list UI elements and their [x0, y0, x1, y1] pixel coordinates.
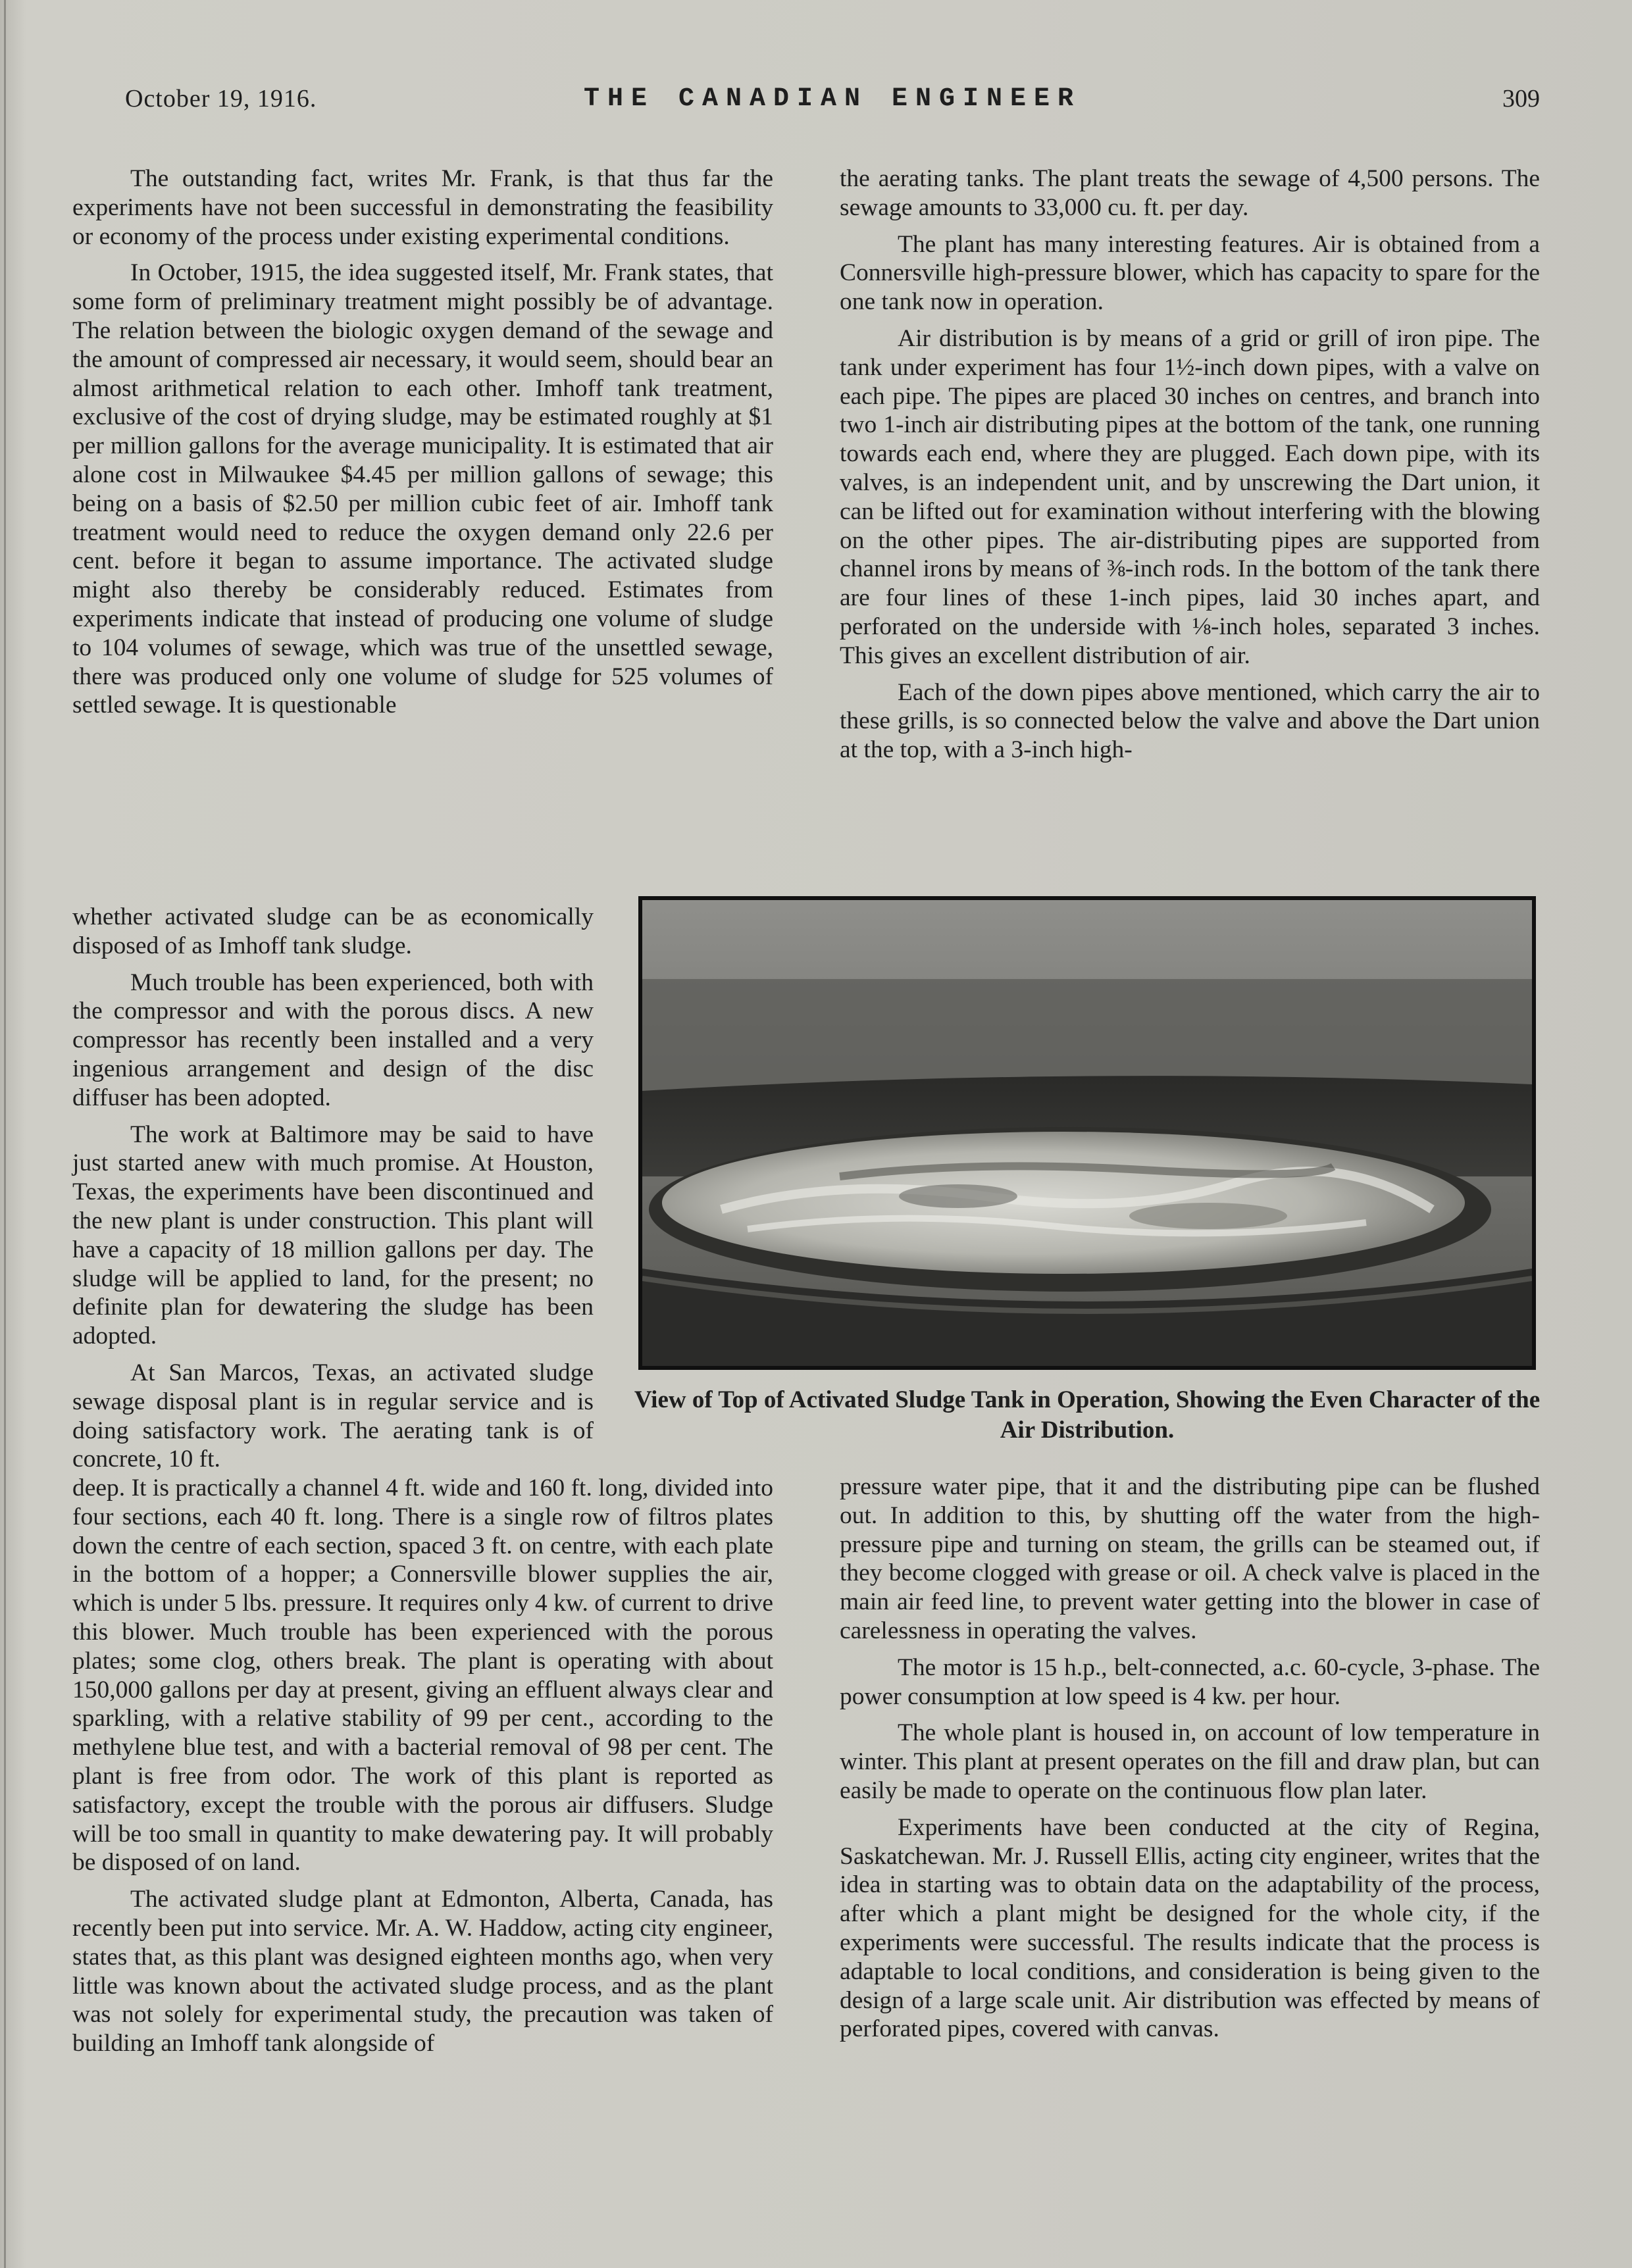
paragraph: pressure water pipe, that it and the distributing pipe can be flushed out. In addition to this, by shutting off the water from the high-pressure pipe and turning on steam, the grills can be steamed out, if they become clogged with grease or oil. A check valve is placed in the main air feed line, to prevent water getting into the blower in case of carelessness in operating the valves.	[840, 1473, 1540, 1644]
issue-date: October 19, 1916.	[125, 85, 317, 113]
paragraph: In October, 1915, the idea suggested itself, Mr. Frank states, that some form of preliminary treatment might possibly be of advantage. The relation between the biologic oxygen demand of the sewage and the amount of compressed air necessary, it would seem, should bear an almost arithmetical relation to each other. Imhoff tank treatment, exclusive of the cost of drying sludge, may be estimated roughly at $1 per million gallons for the average municipality. It is estimated that air alone cost in Milwaukee $4.45 per million gallons of sewage; this being on a basis of $2.50 per million cubic feet of air. Imhoff tank treatment would need to reduce the oxygen demand only 22.6 per cent. before it began to assume importance. The activated sludge might also thereby be considerably reduced. Estimates from experiments indicate that instead of producing one volume of sludge to 104 volumes of sewage, which was true of the unsettled sewage, there was produced only one volume of sludge for 525 volumes of settled sewage. It is questionable	[72, 259, 773, 719]
tank-photograph	[638, 896, 1536, 1370]
right-column-bottom	[840, 1473, 1540, 2052]
paragraph: Experiments have been conducted at the city of Regina, Saskatchewan. Mr. J. Russell Ellis, acting city engineer, writes that the idea in starting was to obtain data on the adaptability of the process, after which a plant might be designed for the whole city, if the experiments were successful. The results indicate that the process is adaptable to local conditions, and consideration is being given to the design of a large scale unit. Air distribution was effected by means of perforated pipes, covered with canvas.	[840, 1813, 1540, 2043]
paragraph: At San Marcos, Texas, an activated sludge sewage disposal plant is in regular service and is doing satisfactory work. The aerating tank is of concrete, 10 ft.	[72, 1359, 594, 1473]
right-column-top	[840, 164, 1540, 772]
page-number: 309	[1502, 85, 1540, 113]
left-column-top	[72, 164, 773, 728]
paragraph: The whole plant is housed in, on account of low temperature in winter. This plant at present operates on the fill and draw plan, but can easily be made to operate on the continuous flow plan later.	[840, 1719, 1540, 1804]
paragraph: Air distribution is by means of a grid or grill of iron pipe. The tank under experiment has four 1½-inch down pipes, with a valve on each pipe. The pipes are placed 30 inches on centres, and branch into two 1-inch air distributing pipes at the bottom of the tank, one running towards each end, where they are plugged. Each down pipe, with its valves, is an independent unit, and by unscrewing the Dart union, it can be lifted out for examination without interfering with the blowing on the other pipes. The air-distributing pipes are supported from channel irons by means of ⅜-inch rods. In the bottom of the tank there are four lines of these 1-inch pipes, laid 30 inches apart, and perforated on the underside with ⅛-inch holes, separated 3 inches. This gives an excellent distribution of air.	[840, 324, 1540, 669]
journal-title: THE CANADIAN ENGINEER	[583, 84, 1082, 114]
left-column-narrow	[72, 903, 594, 1482]
paragraph: deep. It is practically a channel 4 ft. wide and 160 ft. long, divided into four sections, each 40 ft. long. There is a single row of filtros plates down the centre of each section, spaced 3 ft. on centre, with each plate in the bottom of a hopper; a Connersville blower supplies the air, which is under 5 lbs. pressure. It requires only 4 kw. of current to drive this blower. Much trouble has been experienced with the porous plates; some clog, others break. The plant is operating with about 150,000 gallons per day at present, giving an effluent always clear and sparkling, with a relative stability of 99 per cent., according to the methylene blue test, and with a bacterial removal of 98 per cent. The plant is free from odor. The work of this plant is reported as satisfactory, except the trouble with the porous air diffusers. Sludge will be too small in quantity to make dewatering pay. It will probably be disposed of on land.	[72, 1474, 774, 1877]
paragraph: The work at Baltimore may be said to have just started anew with much promise. At Houston, Texas, the experiments have been discontinued and the new plant is under construction. This plant will have a capacity of 18 million gallons per day. The sludge will be applied to land, for the present; no definite plan for dewatering the sludge has been adopted.	[72, 1121, 594, 1350]
paragraph: The plant has many interesting features. Air is obtained from a Connersville high-pressure blower, which has capacity to spare for the one tank now in operation.	[840, 230, 1540, 316]
paragraph: The motor is 15 h.p., belt-connected, a.c. 60-cycle, 3-phase. The power consumption at low speed is 4 kw. per hour.	[840, 1653, 1540, 1710]
paragraph: Each of the down pipes above mentioned, which carry the air to these grills, is so connected below the valve and above the Dart union at the top, with a 3-inch high-	[840, 678, 1540, 764]
page-header	[125, 84, 1540, 124]
paragraph: whether activated sludge can be as economically disposed of as Imhoff tank sludge.	[72, 903, 594, 959]
figure-caption: View of Top of Activated Sludge Tank in Operation, Showing the Even Character of the Air Distribution.	[634, 1386, 1541, 1444]
left-column-bottom	[72, 1474, 773, 2066]
paragraph: The outstanding fact, writes Mr. Frank, is that thus far the experiments have not been successful in demonstrating the feasibility or economy of the process under existing experimental conditions.	[72, 165, 773, 250]
paragraph: Much trouble has been experienced, both with the compressor and with the porous discs. A new compressor has recently been installed and a very ingenious arrangement and design of the disc diffuser has been adopted.	[72, 969, 594, 1111]
binding-edge	[4, 0, 6, 2268]
sludge-tank-photo	[642, 900, 1532, 1366]
paragraph: The activated sludge plant at Edmonton, Alberta, Canada, has recently been put into service. Mr. A. W. Haddow, acting city engineer, states that, as this plant was designed eighteen months ago, when very little was known about the activated sludge process, and as the plant was not solely for experimental study, the precaution was taken of building an Imhoff tank alongside of	[72, 1886, 773, 2057]
paragraph: the aerating tanks. The plant treats the sewage of 4,500 persons. The sewage amounts to 33,000 cu. ft. per day.	[840, 165, 1540, 221]
